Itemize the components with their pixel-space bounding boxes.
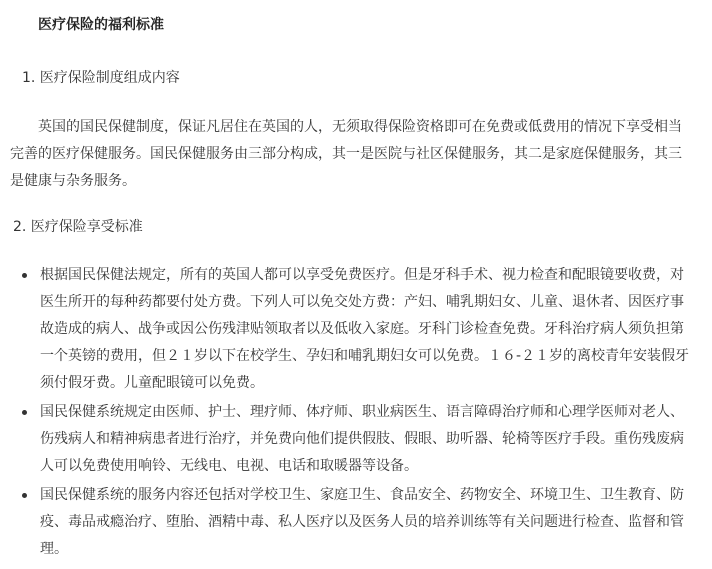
section-heading-2: 2. 医疗保险享受标准 [13, 219, 143, 235]
list-item: 根据国民保健法规定，所有的英国人都可以享受免费医疗。但是牙科手术、视力检查和配眼镜要收费，对医生所开的每种药都要付处方费。下列人可以免交处方费：产妇、哺乳期妇女、儿童、退休者、因医疗事故造成的病人、战争或因公伤残津贴领取者以及低收入家庭。牙科门诊检查免费。牙科治疗病人须负担第一个英镑的费用，但２１岁以下在校学生、孕妇和哺乳期妇女可以免费。１６-２１岁的离校青年安装假牙须付假牙费。儿童配眼镜可以免费。 [22, 262, 690, 397]
list-item: 国民保健系统规定由医师、护士、理疗师、体疗师、职业病医生、语言障碍治疗师和心理学医师对老人、伤残病人和精神病患者进行治疗，并免费向他们提供假肢、假眼、助听器、轮椅等医疗手段。重伤残废病人可以免费使用响铃、无线电、电视、电话和取暖器等设备。 [22, 399, 690, 480]
document-title: 医疗保险的福利标准 [38, 17, 164, 33]
section-paragraph-1: 英国的国民保健制度，保证凡居住在英国的人，无须取得保险资格即可在免费或低费用的情况下享受相当完善的医疗保健服务。国民保健服务由三部分构成，其一是医院与社区保健服务，其二是家庭保健服务，其三是健康与杂务服务。 [10, 119, 682, 189]
list-item: 国民保健系统的服务内容还包括对学校卫生、家庭卫生、食品安全、药物安全、环境卫生、卫生教育、防疫、毒品戒瘾治疗、堕胎、酒精中毒、私人医疗以及医务人员的培养训练等有关问题进行检查、监督和管理。 [22, 482, 690, 563]
benefit-list [22, 262, 690, 565]
section-heading-1: 1. 医疗保险制度组成内容 [22, 70, 180, 86]
